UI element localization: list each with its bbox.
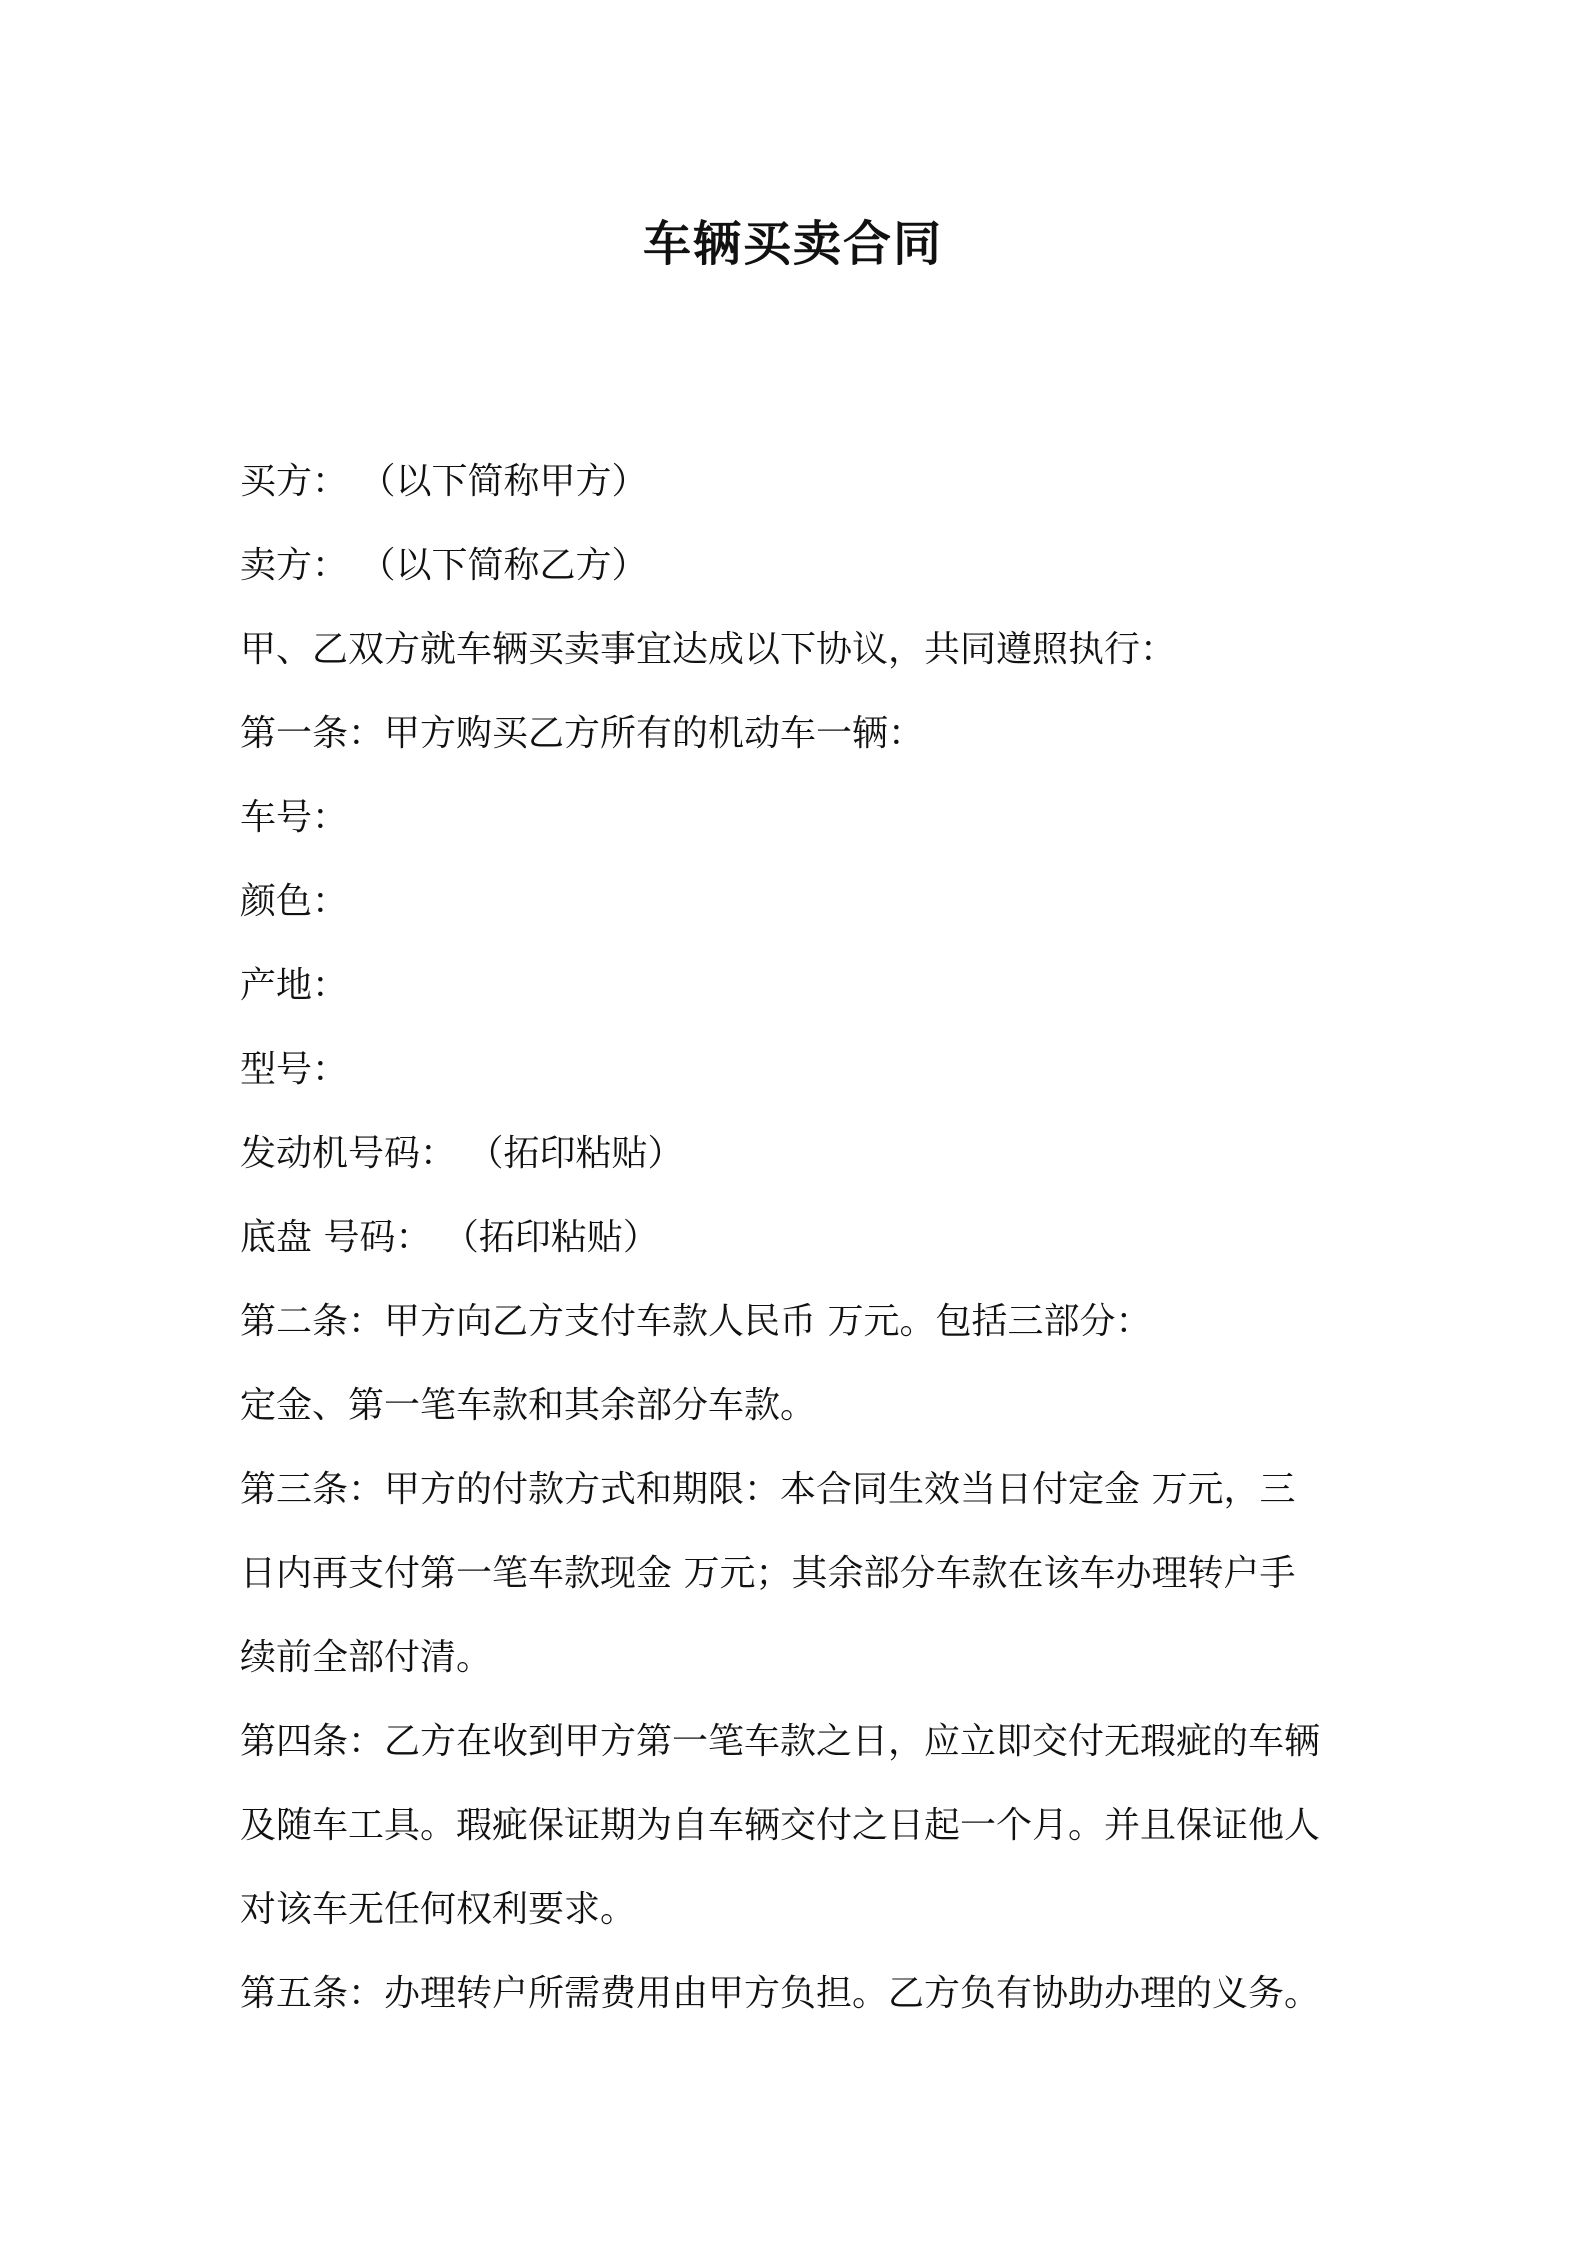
article-3-line-2: 日内再支付第一笔车款现金 万元；其余部分车款在该车办理转户手: [240, 1553, 1296, 1594]
document-title: 车辆买卖合同: [642, 216, 943, 272]
document-body: [240, 440, 1360, 2036]
article-3-line-3: 续前全部付清。: [240, 1637, 493, 1678]
agreement-intro: 甲、乙双方就车辆买卖事宜达成以下协议，共同遵照执行：: [240, 629, 1177, 670]
plate-number-field: 车号：: [240, 797, 349, 838]
article-1: 第一条：甲方购买乙方所有的机动车一辆：: [240, 713, 925, 754]
origin-field: 产地：: [240, 965, 349, 1006]
seller-line: 卖方： （以下简称乙方）: [240, 545, 648, 586]
article-2-line-2: 定金、第一笔车款和其余部分车款。: [240, 1385, 817, 1426]
article-4-line-2: 及随车工具。瑕疵保证期为自车辆交付之日起一个月。并且保证他人: [240, 1805, 1321, 1846]
buyer-line: 买方： （以下简称甲方）: [240, 461, 648, 502]
article-5: 第五条：办理转户所需费用由甲方负担。乙方负有协助办理的义务。: [240, 1973, 1321, 2014]
article-3-line-1: 第三条：甲方的付款方式和期限：本合同生效当日付定金 万元，三: [240, 1469, 1296, 1510]
engine-number-field: 发动机号码： （拓印粘贴）: [240, 1133, 684, 1174]
chassis-number-field: 底盘 号码： （拓印粘贴）: [240, 1217, 659, 1258]
article-4-line-1: 第四条：乙方在收到甲方第一笔车款之日，应立即交付无瑕疵的车辆: [240, 1721, 1321, 1762]
color-field: 颜色：: [240, 881, 349, 922]
article-2-line-1: 第二条：甲方向乙方支付车款人民币 万元。包括三部分：: [240, 1301, 1152, 1342]
article-4-line-3: 对该车无任何权利要求。: [240, 1889, 637, 1930]
model-field: 型号：: [240, 1049, 349, 1090]
